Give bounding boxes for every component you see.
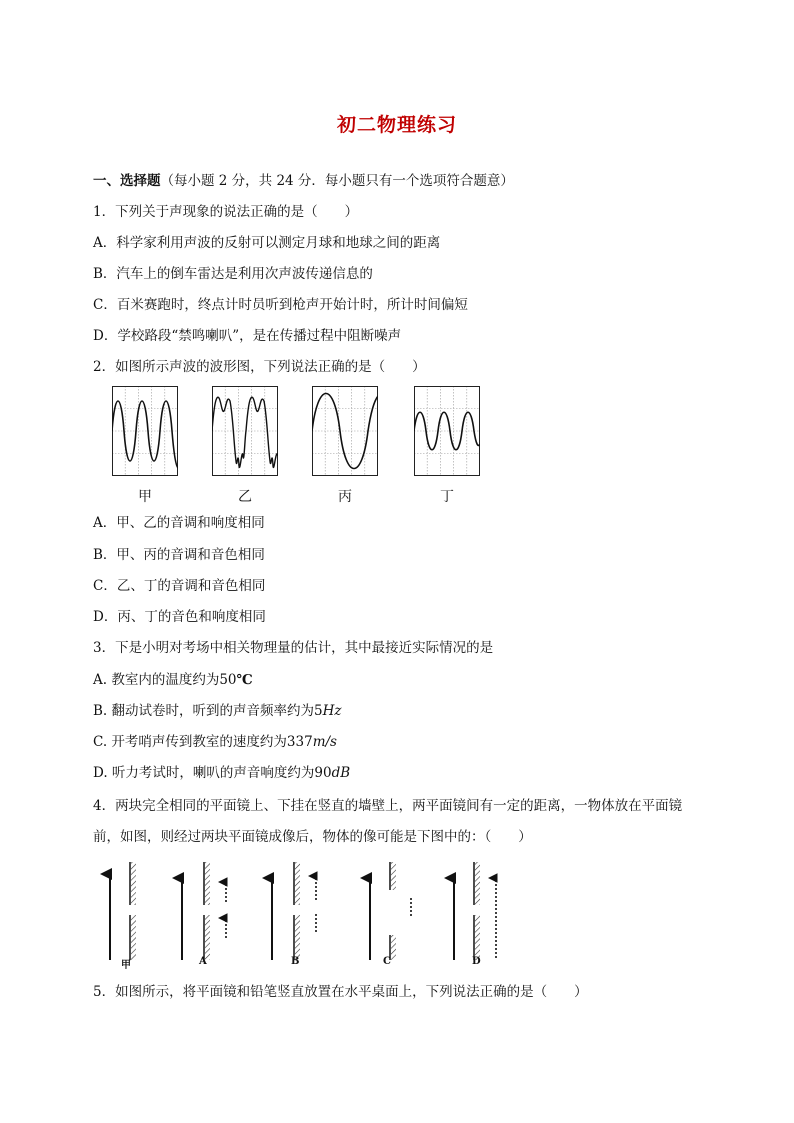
- q2-option-c: C．乙、丁的音调和音色相同: [93, 578, 266, 594]
- mirror-diagram-b: [272, 862, 316, 960]
- q2-option-b: B．甲、丙的音调和音色相同: [93, 547, 265, 563]
- q2-option-d: D．丙、丁的音色和响度相同: [93, 609, 266, 625]
- section-heading-note: （每小题 2 分，共 24 分．每小题只有一个选项符合题意）: [160, 173, 514, 189]
- section-heading: [93, 171, 514, 191]
- q3-option-a-unit: ℃: [236, 672, 253, 688]
- q1-option-d: D．学校路段“禁鸣喇叭”，是在传播过程中阻断噪声: [93, 328, 402, 344]
- q3-stem: 3．下是小明对考场中相关物理量的估计，其中最接近实际情况的是: [93, 640, 494, 656]
- q3-option-b-unit: Hz: [322, 703, 342, 719]
- q3-option-c-text: C. 开考哨声传到教室的速度约为337: [93, 734, 313, 750]
- mirror-label-d: D: [472, 956, 481, 967]
- q3-option-a: [93, 670, 253, 690]
- q1-option-c: C．百米赛跑时，终点计时员听到枪声开始计时，所计时间偏短: [93, 297, 468, 313]
- mirror-diagram-jia: [110, 862, 136, 960]
- mirror-diagram-c: [370, 862, 411, 960]
- q3-option-c-unit: m/s: [312, 734, 337, 750]
- q1-option-a: A．科学家利用声波的反射可以测定月球和地球之间的距离: [93, 235, 441, 251]
- page-title: 初二物理练习: [336, 114, 457, 136]
- mirror-label-a: A: [199, 956, 207, 967]
- q2-option-a: A．甲、乙的音调和响度相同: [93, 515, 265, 531]
- mirror-label-c: C: [383, 956, 391, 967]
- waveform-figure: [112, 386, 492, 506]
- q3-option-a-text: A. 教室内的温度约为50: [93, 672, 237, 688]
- q1-stem: 1．下列关于声现象的说法正确的是（ ）: [93, 204, 359, 220]
- q2-stem: 2．如图所示声波的波形图，下列说法正确的是（ ）: [93, 359, 426, 375]
- q3-option-b: [93, 701, 341, 721]
- waveform-label-yi: 乙: [238, 489, 252, 505]
- mirror-label-jia: 甲: [121, 960, 131, 971]
- mirror-diagram-a: [182, 862, 226, 960]
- q3-option-d-unit: dB: [331, 765, 351, 781]
- waveform-ding: [414, 386, 480, 476]
- waveform-label-jia: 甲: [138, 489, 152, 505]
- section-heading-label: 一、选择题: [93, 173, 161, 189]
- q4-stem: 4．两块完全相同的平面镜上、下挂在竖直的墙壁上，两平面镜间有一定的距离，一物体放在平面镜前，如图，则经过两块平面镜成像后，物体的像可能是下图中的：（ ）: [93, 798, 683, 845]
- mirror-diagram-d: [454, 862, 496, 960]
- q3-option-d-text: D. 听力考试时，喇叭的声音响度约为90: [93, 765, 332, 781]
- waveform-yi: [212, 386, 278, 476]
- q3-option-d: [93, 763, 350, 783]
- waveform-jia: [112, 386, 178, 476]
- q3-option-b-text: B. 翻动试卷时，听到的声音频率约为5: [93, 703, 323, 719]
- mirror-figure: [100, 860, 510, 975]
- q1-option-b: B．汽车上的倒车雷达是利用次声波传递信息的: [93, 266, 373, 282]
- waveform-bing: [312, 386, 378, 476]
- waveform-label-bing: 丙: [338, 489, 352, 505]
- waveform-label-ding: 丁: [440, 489, 454, 505]
- mirror-label-b: B: [291, 956, 300, 967]
- q3-option-c: [93, 732, 337, 752]
- q5-stem: 5．如图所示，将平面镜和铅笔竖直放置在水平桌面上，下列说法正确的是（ ）: [93, 984, 588, 1000]
